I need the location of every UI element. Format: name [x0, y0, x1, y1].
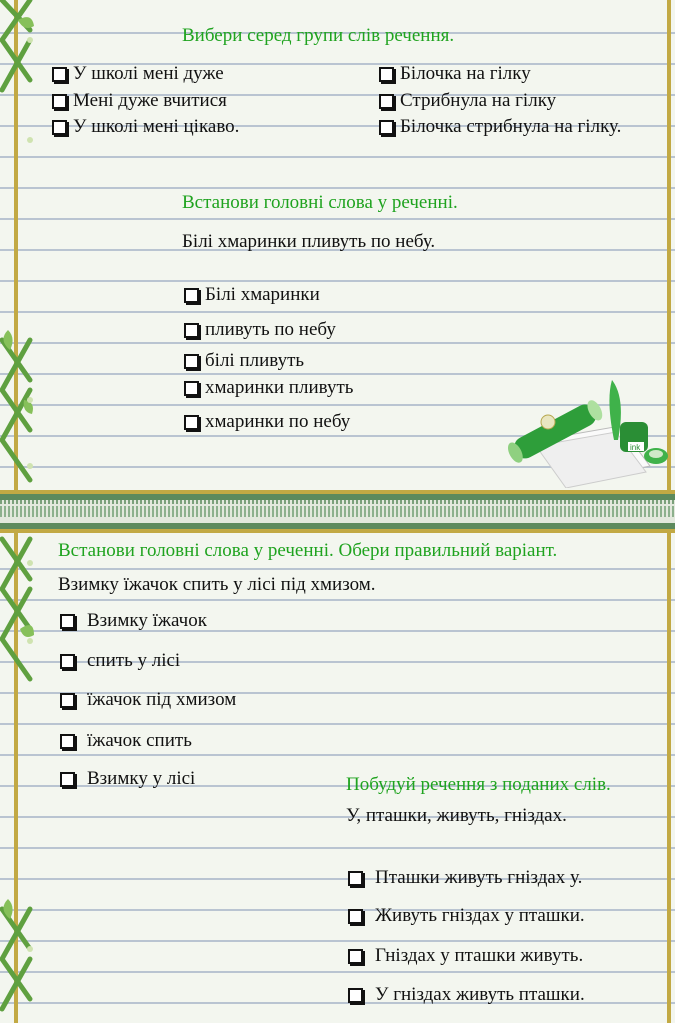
option-1[interactable]: [60, 610, 207, 632]
option-right-3[interactable]: [379, 116, 621, 138]
sentence-option-2[interactable]: [348, 905, 585, 927]
task-sentence: Взимку їжачок спить у лісі під хмизом.: [58, 574, 376, 595]
checkbox-icon[interactable]: [52, 67, 67, 82]
heading-choose-sentence: Вибери серед групи слів речення.: [182, 25, 455, 46]
checkbox-icon[interactable]: [60, 693, 75, 708]
option-label: хмаринки по небу: [205, 411, 351, 432]
option-label: Пташки живуть гніздах у.: [375, 867, 583, 888]
checkbox-icon[interactable]: [184, 415, 199, 430]
option-3[interactable]: [184, 350, 304, 372]
option-5[interactable]: [184, 411, 350, 433]
checkbox-icon[interactable]: [60, 614, 75, 629]
checkbox-icon[interactable]: [348, 988, 363, 1003]
sentence-option-4[interactable]: [348, 984, 585, 1006]
option-label: Білочка стрибнула на гілку.: [400, 116, 622, 137]
checkbox-icon[interactable]: [379, 120, 394, 135]
option-label: Мені дуже вчитися: [73, 90, 227, 111]
slide-separator: [0, 494, 675, 529]
heading-main-words-choose: Встанови головні слова у реченні. Обери правильний варіант.: [58, 540, 558, 561]
option-label: У школі мені дуже: [73, 63, 224, 84]
gold-border-top: [0, 529, 675, 533]
checkbox-icon[interactable]: [348, 909, 363, 924]
option-label: їжачок спить: [87, 730, 192, 751]
option-5[interactable]: [60, 768, 195, 790]
heading-build-sentence: Побудуй речення з поданих слів.: [346, 774, 611, 795]
given-words: У, пташки, живуть, гніздах.: [346, 805, 567, 826]
option-label: хмаринки пливуть: [205, 377, 354, 398]
option-3[interactable]: [60, 689, 236, 711]
ribbon-decoration: [0, 529, 36, 1023]
checkbox-icon[interactable]: [184, 323, 199, 338]
option-2[interactable]: [184, 319, 336, 341]
option-label: спить у лісі: [87, 650, 181, 671]
option-right-1[interactable]: [379, 63, 531, 85]
option-1[interactable]: [184, 284, 320, 306]
checkbox-icon[interactable]: [60, 772, 75, 787]
option-left-1[interactable]: [52, 63, 224, 85]
checkbox-icon[interactable]: [348, 871, 363, 886]
sentence-option-3[interactable]: [348, 945, 583, 967]
checkbox-icon[interactable]: [60, 654, 75, 669]
option-label: Білі хмаринки: [205, 284, 320, 305]
option-label: Гніздах у пташки живуть.: [375, 945, 584, 966]
option-left-2[interactable]: [52, 90, 227, 112]
checkbox-icon[interactable]: [184, 288, 199, 303]
scroll-quill-ink-icon: [500, 370, 672, 488]
option-left-3[interactable]: [52, 116, 239, 138]
checkbox-icon[interactable]: [379, 94, 394, 109]
checkbox-icon[interactable]: [52, 120, 67, 135]
checkbox-icon[interactable]: [184, 381, 199, 396]
option-label: Живуть гніздах у пташки.: [375, 905, 585, 926]
slide-1: [0, 0, 675, 494]
option-label: пливуть по небу: [205, 319, 336, 340]
sentence-option-1[interactable]: [348, 867, 582, 889]
slide-2: [0, 529, 675, 1023]
checkbox-icon[interactable]: [348, 949, 363, 964]
option-2[interactable]: [60, 650, 180, 672]
ribbon-decoration: [0, 0, 36, 494]
checkbox-icon[interactable]: [184, 354, 199, 369]
option-label: білі пливуть: [205, 350, 305, 371]
option-label: У школі мені цікаво.: [73, 116, 240, 137]
option-right-2[interactable]: [379, 90, 556, 112]
option-4[interactable]: [184, 377, 353, 399]
option-label: Стрибнула на гілку: [400, 90, 557, 111]
checkbox-icon[interactable]: [52, 94, 67, 109]
option-label: їжачок під хмизом: [87, 689, 237, 710]
option-4[interactable]: [60, 730, 192, 752]
ink-label: ink: [630, 443, 641, 452]
heading-main-words: Встанови головні слова у реченні.: [182, 192, 458, 213]
option-label: У гніздах живуть пташки.: [375, 984, 585, 1005]
option-label: Взимку їжачок: [87, 610, 207, 631]
task-sentence: Білі хмаринки пливуть по небу.: [182, 231, 436, 252]
option-label: Білочка на гілку: [400, 63, 531, 84]
gold-border-right: [667, 529, 671, 1023]
option-label: Взимку у лісі: [87, 768, 196, 789]
checkbox-icon[interactable]: [379, 67, 394, 82]
checkbox-icon[interactable]: [60, 734, 75, 749]
